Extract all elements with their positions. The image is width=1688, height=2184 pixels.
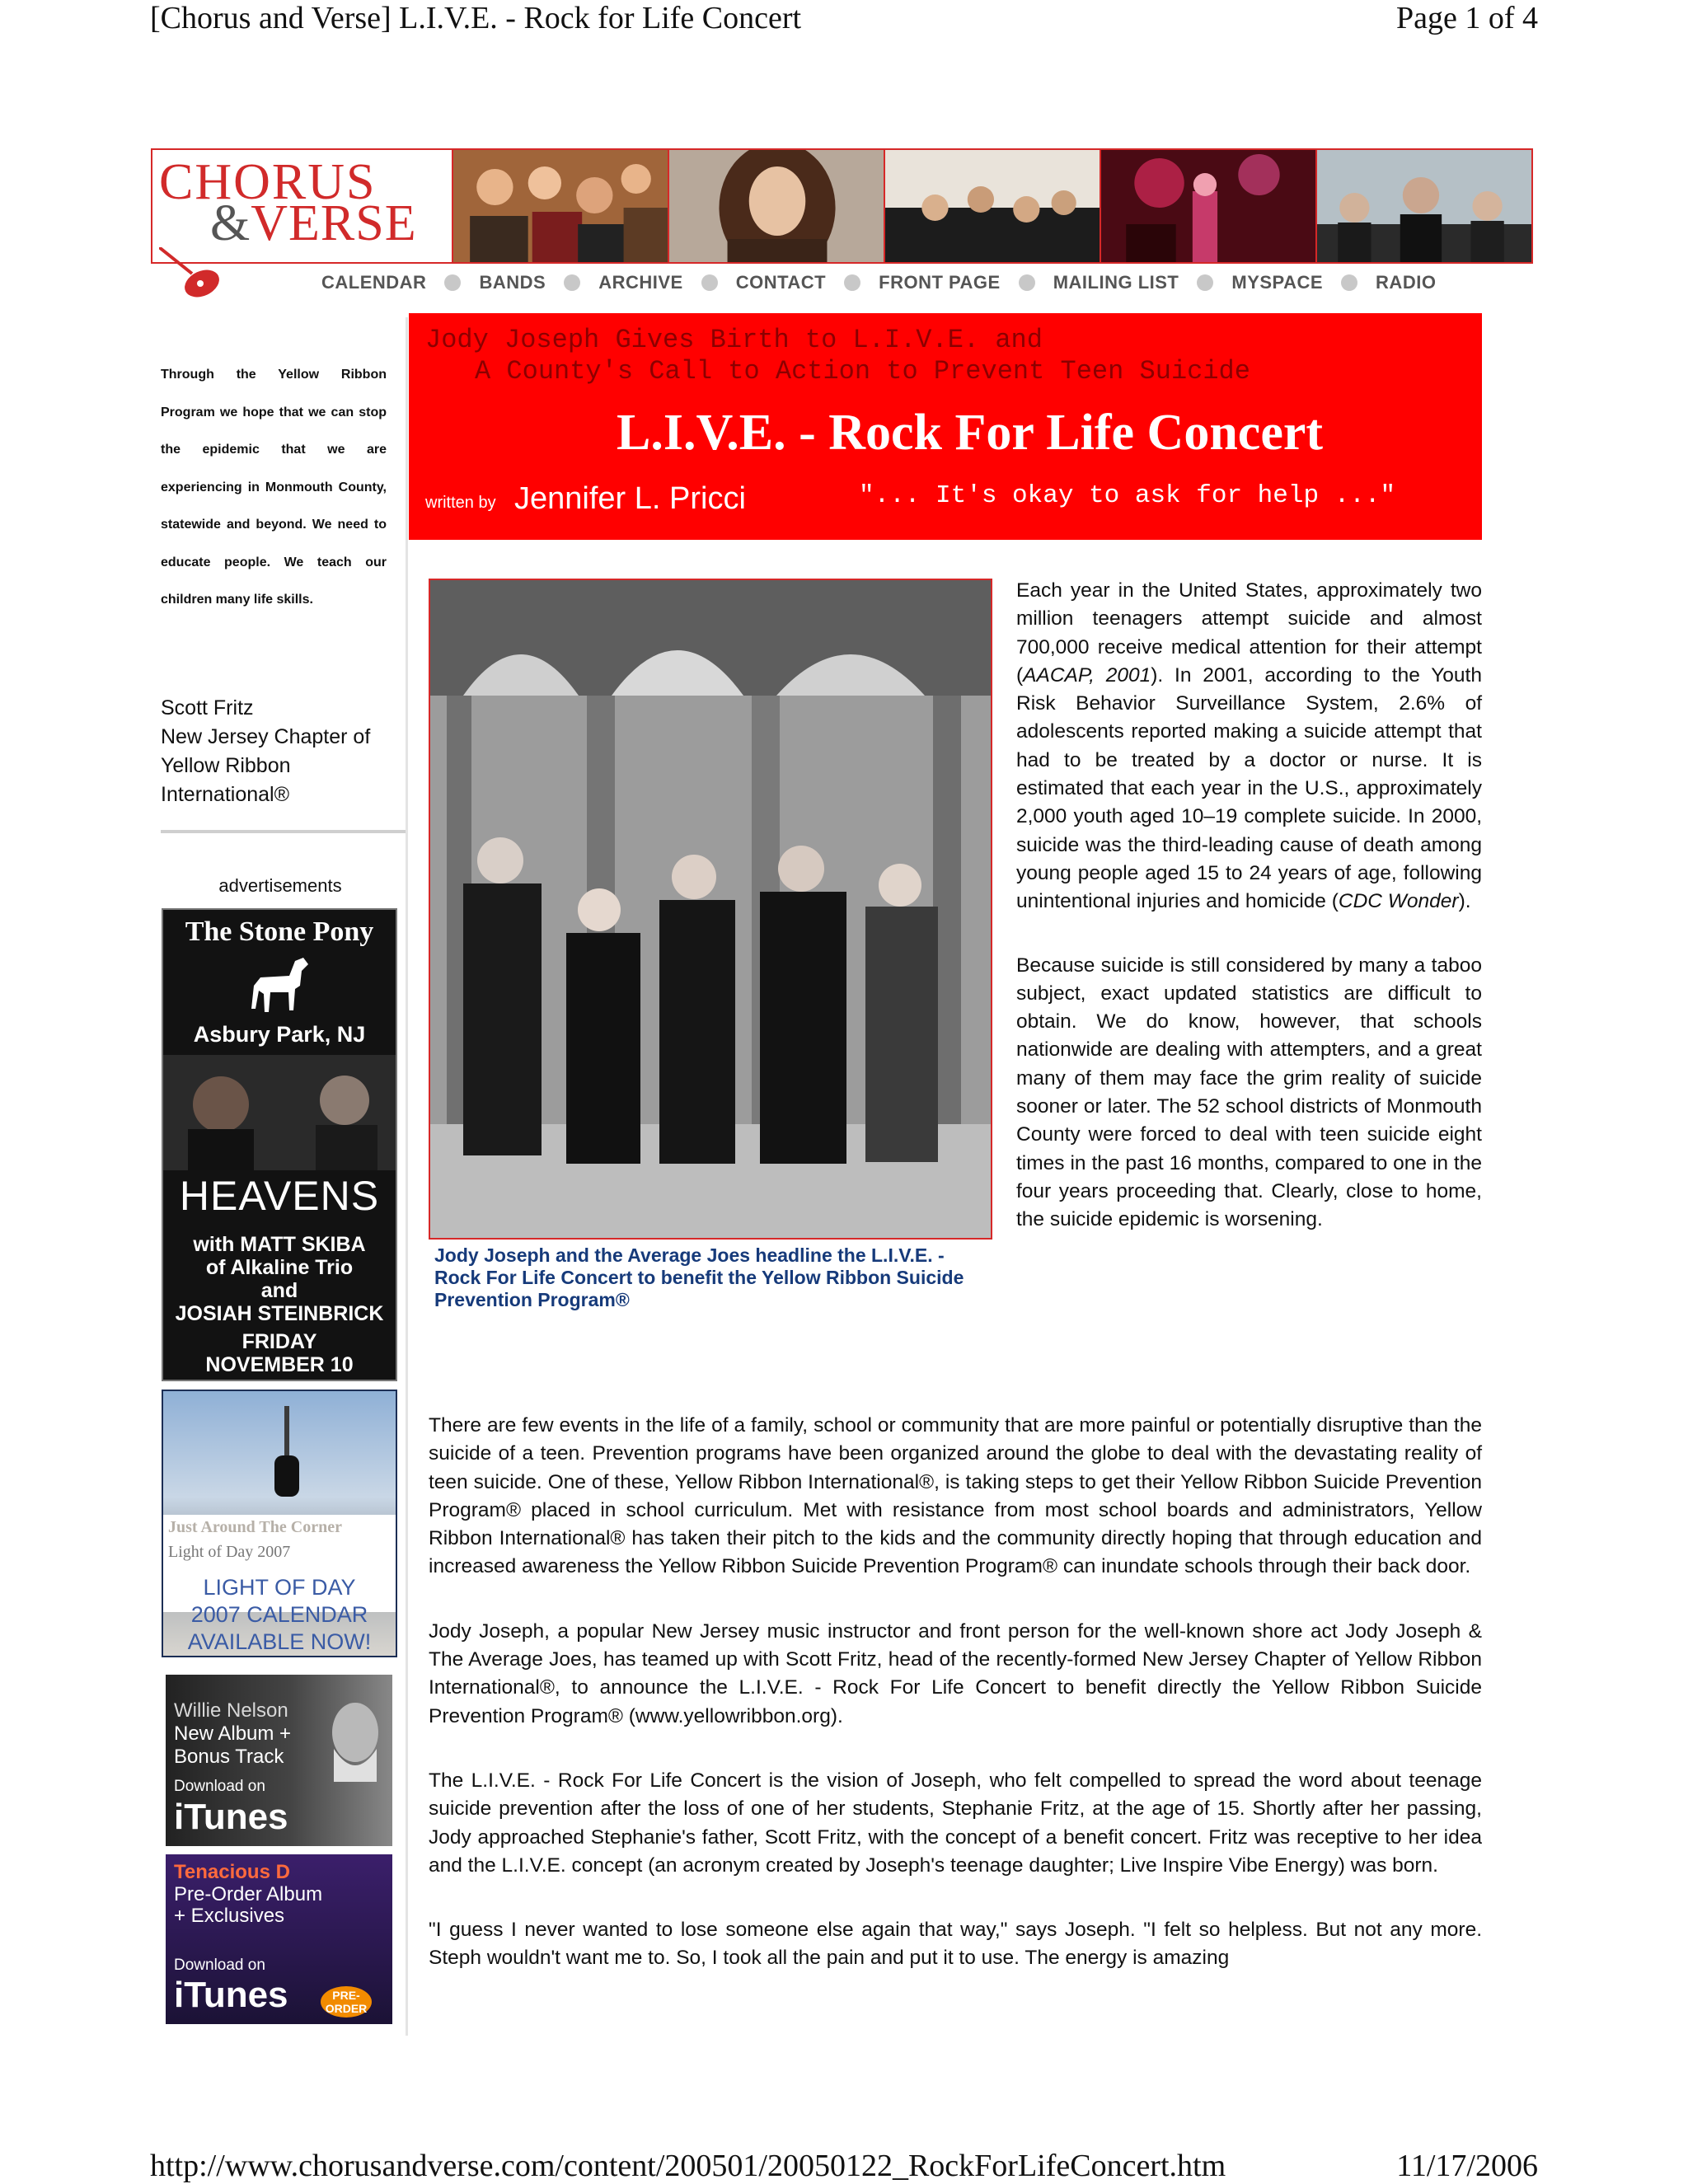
article-kicker-line-1: Jody Joseph Gives Birth to L.I.V.E. and <box>425 325 1043 355</box>
ad-tenacious-download-label: Download on <box>174 1957 265 1974</box>
nav-separator-dot <box>444 274 461 291</box>
logo-verse-text <box>210 195 417 251</box>
ad-light-of-day[interactable] <box>162 1390 397 1657</box>
article-paragraph-5: The L.I.V.E. - Rock For Life Concert is the vision of Joseph, who felt compelled to spread the word about teenage suicide prevention after the loss of one of her students, Stephanie Fritz, at the age of 15. Shortly after her passing, Jody approached Stephanie's father, Scott Fritz, with the concept of a benefit concert. Fritz was receptive to her idea and the L.I.V.E. concept (an acronym created by Joseph's teenage daughter; Live Inspire Vibe Energy) was born. <box>429 1769 1482 1877</box>
nav-contact[interactable]: CONTACT <box>735 272 827 293</box>
ad-lod-headline <box>163 1574 396 1656</box>
nav-archive[interactable]: ARCHIVE <box>598 272 683 293</box>
ad-willie-offer <box>174 1722 291 1769</box>
banner-photo-band-1 <box>453 150 669 262</box>
sidebar-divider <box>406 317 408 2036</box>
ad-lod-tagline: Just Around The Corner <box>168 1518 342 1536</box>
banner-photo-live <box>1101 150 1317 262</box>
nav-myspace[interactable]: MYSPACE <box>1231 272 1324 293</box>
ad-tenacious-d-itunes[interactable] <box>166 1854 392 2024</box>
guitar-icon <box>266 1406 307 1505</box>
print-page-number: Page 1 of 4 <box>1395 1 1538 35</box>
ad-willie-download-label: Download on <box>174 1778 265 1795</box>
ad-tenacious-offer <box>174 1884 322 1927</box>
nav-bands[interactable]: BANDS <box>479 272 546 293</box>
site-logo[interactable] <box>152 150 453 262</box>
ad-pony-lineup <box>163 1233 396 1325</box>
article-body-right-column <box>1016 577 1482 1270</box>
ad-willie-line-1: New Album + <box>174 1722 292 1745</box>
ad-willie-store: iTunes <box>174 1797 288 1837</box>
nav-mailing-list[interactable]: MAILING LIST <box>1053 272 1179 293</box>
byline-prefix: written by <box>425 494 496 512</box>
sidebar-quote-attribution <box>161 694 400 809</box>
banner-photo-band-2 <box>885 150 1101 262</box>
guitar-icon <box>159 247 233 309</box>
site-banner <box>151 148 1533 264</box>
ad-tenacious-artist: Tenacious D <box>174 1861 290 1883</box>
ad-pony-lineup-4: JOSIAH STEINBRICK <box>175 1302 384 1325</box>
print-header-title: [Chorus and Verse] L.I.V.E. - Rock for Life Concert <box>150 1 802 35</box>
ad-tenacious-store: iTunes <box>174 1975 288 2015</box>
ad-pony-lineup-1: with MATT SKIBA <box>193 1233 366 1256</box>
ad-willie-nelson-itunes[interactable] <box>166 1675 392 1846</box>
article-title: L.I.V.E. - Rock For Life Concert <box>617 405 1324 461</box>
banner-photo-singer <box>669 150 885 262</box>
ad-willie-artist: Willie Nelson <box>174 1699 288 1722</box>
ad-tenacious-line-2: + Exclusives <box>174 1905 285 1927</box>
sidebar-rule <box>161 830 406 833</box>
article-header-banner <box>409 313 1482 540</box>
nav-radio[interactable]: RADIO <box>1376 272 1437 293</box>
nav-separator-dot <box>701 274 718 291</box>
nav-separator-dot <box>1197 274 1213 291</box>
paragraph-text: Each year in the United States, approximately two million teenagers attempt suicide and almost 700,000 receive medical attention for their attempt ( <box>1016 579 1482 687</box>
ad-pony-day: FRIDAY <box>241 1330 317 1353</box>
article-paragraph-1 <box>1016 577 1482 916</box>
article-paragraph-6: "I guess I never wanted to lose someone else again that way," says Joseph. "I felt so helpless. But not any more. Steph wouldn't want me to. So, I took all the pain and put it to use. The energy is amazing <box>429 1919 1482 1970</box>
ad-willie-portrait <box>322 1691 388 1782</box>
nav-separator-dot <box>1341 274 1357 291</box>
ad-pony-lineup-3: and <box>260 1279 298 1302</box>
ad-lod-line-1: LIGHT OF DAY <box>203 1575 356 1600</box>
ad-pony-location: Asbury Park, NJ <box>193 1022 366 1047</box>
ad-lod-line-3: AVAILABLE NOW! <box>187 1629 372 1654</box>
byline-author: Jennifer L. Pricci <box>514 481 746 516</box>
ads-label: advertisements <box>218 875 342 896</box>
ad-pony-date-text: NOVEMBER 10 <box>205 1353 354 1376</box>
sidebar-pull-quote: Through the Yellow Ribbon Program we hope that we can stop the epidemic that we are experiencing in Monmouth County, statewide and beyond. We need to educate people. We teach our children many life skills. <box>161 368 387 607</box>
nav-calendar[interactable]: CALENDAR <box>321 272 427 293</box>
logo-verse-word: VERSE <box>251 195 417 251</box>
nav-front-page[interactable]: FRONT PAGE <box>879 272 1001 293</box>
band-photo <box>429 579 992 1240</box>
print-footer-date: 11/17/2006 <box>1396 2149 1538 2183</box>
ad-pony-photo <box>163 1055 396 1170</box>
article-body-full-width <box>429 1412 1482 2009</box>
nav-separator-dot <box>844 274 860 291</box>
ad-pony-title: The Stone Pony <box>185 916 374 947</box>
ad-lod-line-2: 2007 CALENDAR <box>190 1602 368 1627</box>
print-footer-url: http://www.chorusandverse.com/content/200501/20050122_RockForLifeConcert.htm <box>150 2149 1226 2183</box>
ad-stone-pony[interactable] <box>162 908 397 1381</box>
ad-willie-line-2: Bonus Track <box>174 1746 284 1768</box>
sidebar-author-title: New Jersey Chapter of Yellow Ribbon International® <box>161 725 371 806</box>
article-paragraph-2: Because suicide is still considered by many a taboo subject, exact updated statistics are difficult to obtain. We do know, however, that schools nationwide are dealing with attempters, and a great many of them may face the grim reality of suicide sooner or later. The 52 school districts of Monmouth County were forced to deal with teen suicide eight times in the past 16 months, compared to one in the four years proceeding that. Clearly, close to home, the suicide epidemic is worsening. <box>1016 954 1482 1231</box>
article-paragraph-4: Jody Joseph, a popular New Jersey music instructor and front person for the well-known shore act Jody Joseph & The Average Joes, has teamed up with Scott Fritz, head of the recently-formed New Jersey Chapter of Yellow Ribbon International®, to announce the L.I.V.E. - Rock For Life Concert to benefit directly the Yellow Ribbon Suicide Prevention Program® (www.yellowribbon.org). <box>429 1619 1482 1727</box>
ad-pony-lineup-2: of Alkaline Trio <box>205 1256 354 1279</box>
citation-cdc: CDC Wonder <box>1338 890 1459 913</box>
ad-pony-date <box>163 1330 396 1376</box>
article-pull-quote: "... It's okay to ask for help ..." <box>859 481 1396 510</box>
pre-order-badge: PRE-ORDER <box>321 1986 372 2018</box>
ad-lod-subtitle: Light of Day 2007 <box>168 1543 291 1561</box>
photo-caption: Jody Joseph and the Average Joes headline the L.I.V.E. - Rock For Life Concert to benefit the Yellow Ribbon Suicide Prevention Program® <box>434 1244 964 1310</box>
paragraph-text: ). <box>1458 890 1471 913</box>
citation-aacap: AACAP, 2001 <box>1023 663 1151 687</box>
ad-pony-headliner: HEAVENS <box>179 1173 380 1219</box>
article-paragraph-3: There are few events in the life of a family, school or community that are more painful or potentially disruptive than the suicide of a teen. Prevention programs have been organized around the globe to deal with the devastating reality of teen suicide. One of these, Yellow Ribbon International®, is taking steps to get their Yellow Ribbon Suicide Prevention Program® placed in school curriculum. Met with resistance from most school boards and administrators, Yellow Ribbon International® has taken their pitch to the kids and the community directly hoping that through education and increased awareness the Yellow Ribbon Suicide Prevention Program® can inundate schools through their back door. <box>429 1414 1482 1578</box>
main-nav <box>321 272 1436 293</box>
ad-tenacious-line-1: Pre-Order Album <box>174 1883 323 1905</box>
logo-chorus-text: CHORUS <box>159 154 377 210</box>
horse-icon <box>244 953 318 1020</box>
sidebar-author-name: Scott Fritz <box>161 696 254 719</box>
article-kicker-line-2: A County's Call to Action to Prevent Teen Suicide <box>475 356 1250 387</box>
paragraph-text: ). In 2001, according to the Youth Risk Behavior Surveillance System, 2.6% of adolescents reported making a suicide attempt that had to be treated by a doctor or nurse. It is estimated that each year in the U.S., approximately 2,000 youth aged 10–19 complete suicide. In 2000, suicide was the third-leading cause of death among young people aged 15 to 24 years of age, following unintentional injuries and homicide ( <box>1016 663 1482 913</box>
nav-separator-dot <box>564 274 580 291</box>
nav-separator-dot <box>1019 274 1035 291</box>
banner-photo-band-3 <box>1317 150 1531 262</box>
logo-ampersand: & <box>210 195 251 251</box>
